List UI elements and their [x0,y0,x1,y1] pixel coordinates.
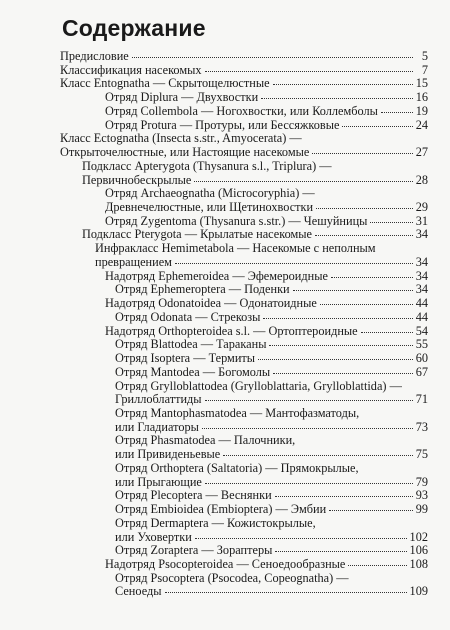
dot-leader [194,171,412,182]
toc-page-number: 109 [409,584,428,599]
dot-leader [331,267,413,278]
toc-entry [0,227,450,241]
toc-entry-title: Отряд Isoptera — Термиты [115,351,256,366]
toc-page-number: 34 [415,268,428,283]
dot-leader [381,102,413,113]
toc-page-number: 54 [415,323,428,338]
toc-page-number: 75 [415,447,428,462]
toc-page-number: 102 [409,529,428,544]
toc-entry-title: Класс Entognatha — Скрытощелюстные [60,76,270,91]
toc-entry-title: Класс Ectognatha (Insecta s.str., Amyocerata) — [60,131,302,146]
dot-leader [205,61,413,72]
toc-page-number: 34 [415,282,428,297]
toc-entry [0,557,450,571]
dot-leader [205,473,413,484]
toc-entry-title: Отряд Plecoptera — Веснянки [115,488,272,503]
dot-leader [361,322,413,333]
toc-entry-title: Инфракласс Hemimetabola — Насекомые с неполным [95,241,376,256]
dot-leader [370,212,412,223]
dot-leader [275,486,413,497]
toc-entry-title: Отряд Collembola — Ногохвостки, или Коллемболы [105,103,378,118]
toc-entry-title: Отряд Diplura — Двухвостки [105,90,259,105]
toc-entry-title: Отряд Embioidea (Embioptera) — Эмбии [115,502,327,517]
toc-entry-title: Отряд Mantophasmatodea — Мантофазматоды, [115,405,360,420]
dot-leader [316,198,413,209]
toc-entry [0,173,450,187]
toc-page-number: 71 [415,392,428,407]
dot-leader [320,294,413,305]
toc-entry-title: Отряд Psocoptera (Psocodea, Copeognatha) — [115,570,349,585]
toc-entry-title: Отряд Grylloblattodea (Grylloblattaria, Grylloblattida) — [115,378,402,393]
toc-entry-title: Открыточелюстные, или Настоящие насекомые [60,145,310,160]
dot-leader [293,280,413,291]
toc-entry [0,392,450,406]
toc-page-number: 7 [421,62,428,77]
toc-entry [0,118,450,132]
toc-entry [0,145,450,159]
toc-entry-title: Отряд Mantodea — Богомолы [115,364,271,379]
toc-entry-title: Гриллоблаттиды [115,392,202,407]
toc-entry-title: Надотряд Orthopteroidea s.l. — Ортоптероидные [105,323,358,338]
toc-page-number: 27 [415,145,428,160]
toc-page-number: 29 [415,200,428,215]
toc-entry-title: или Привиденьевые [115,447,221,462]
dot-leader [205,390,413,401]
dot-leader [202,418,413,429]
toc-page-number: 19 [415,103,428,118]
dot-leader [275,541,406,552]
toc-entry [0,502,450,516]
toc-entry-title: Отряд Odonata — Стрекозы [115,309,261,324]
toc-page-number: 28 [415,172,428,187]
toc-entry-title: Подкласс Pterygota — Крылатые насекомые [82,227,312,242]
toc-entry-title: Отряд Zoraptera — Зораптеры [115,543,273,558]
toc-entry [0,447,450,461]
toc-page-number: 15 [415,76,428,91]
toc-entry-title: Отряд Zygentoma (Thysanura s.str.) — Чешуйницы [105,213,368,228]
toc-page-number: 44 [415,309,428,324]
dot-leader [132,47,413,58]
dot-leader [165,582,407,593]
toc-page-number: 31 [415,213,428,228]
dot-leader [261,88,413,99]
dot-leader [263,308,412,319]
dot-leader [312,143,412,154]
toc-entry-title: Надотряд Ephemeroidea — Эфемероидные [105,268,328,283]
toc-entry-title: Надотряд Odonatoidea — Одонатоидные [105,296,317,311]
toc-entry-title: Древнечелюстные, или Щетинохвостки [105,200,314,215]
toc-entry-title: или Уховертки [115,529,192,544]
toc-entry-title: Отряд Dermaptera — Кожистокрылые, [115,515,316,530]
toc-page-number: 16 [415,90,428,105]
toc-page-number: 79 [415,474,428,489]
toc-entry-title: Предисловие [60,49,129,63]
dot-leader [273,74,413,85]
toc-entry-title: превращением [95,254,172,269]
toc-page-number: 55 [415,337,428,352]
dot-leader [195,528,407,539]
toc-page-number: 108 [409,557,428,571]
toc-entry [0,365,450,379]
dot-leader [223,445,412,456]
page-title: Содержание [62,15,206,41]
toc-page-number: 60 [415,351,428,366]
toc-page-number: 34 [415,254,428,269]
dot-leader [329,500,413,511]
toc-entry-title: или Гладиаторы [115,419,199,434]
toc-entry-title: Первичнобескрылые [82,172,192,187]
toc-entry-title: Отряд Ephemeroptera — Поденки [115,282,290,297]
toc-page-number: 106 [409,543,428,558]
toc-page-number: 93 [415,488,428,503]
toc-page-number: 67 [415,364,428,379]
toc-entry-title: Отряд Protura — Протуры, или Бессяжковые [105,117,340,132]
dot-leader [269,335,412,346]
toc-entry-title: Отряд Blattodea — Тараканы [115,337,267,352]
dot-leader [258,349,413,360]
toc-page-number: 5 [421,49,428,63]
toc-page-number: 24 [415,117,428,132]
dot-leader [348,555,406,566]
toc-entry-title: Надотряд Psocopteroidea — Сеноедообразные [105,557,346,571]
dot-leader [315,225,413,236]
toc-entry [0,420,450,434]
toc-page-number: 99 [415,502,428,517]
toc-entry-title: Отряд Archaeognatha (Microcoryphia) — [105,186,315,201]
toc-page-number: 44 [415,296,428,311]
toc-entry-title: или Прыгающие [115,474,202,489]
toc-entry-title: Подкласс Apterygota (Thysanura s.l., Triplura) — [82,158,332,173]
toc-entry [0,584,450,598]
dot-leader [273,363,413,374]
toc-entry-title: Отряд Phasmatodea — Палочники, [115,433,296,448]
toc-entry-title: Сеноеды [115,584,162,599]
toc-entry-title: Отряд Orthoptera (Saltatoria) — Прямокрылые, [115,460,359,475]
dot-leader [342,116,412,127]
toc-page-number: 34 [415,227,428,242]
dot-leader [175,253,413,264]
toc-page-number: 73 [415,419,428,434]
toc-entry-title: Классификация насекомых [60,62,202,77]
